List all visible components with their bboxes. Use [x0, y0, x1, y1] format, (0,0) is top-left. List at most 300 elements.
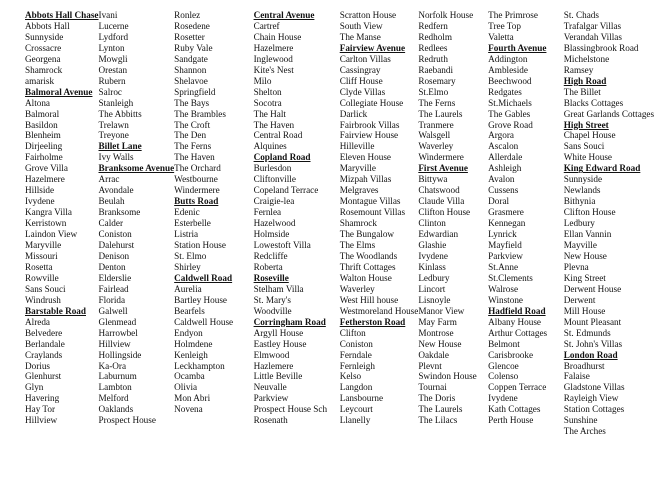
house-name: Woodville	[253, 305, 292, 316]
road-heading: First Avenue	[418, 163, 468, 174]
house-name: Grove Villa	[25, 163, 68, 174]
house-name: Doral	[488, 196, 510, 207]
house-name: Coniston	[339, 338, 373, 349]
house-name: Cartref	[253, 20, 280, 31]
house-name: Ronlez	[174, 10, 201, 20]
house-name: Novena	[174, 404, 203, 415]
house-name: Inglewood	[253, 53, 293, 64]
house-name: Thrift Cottages	[339, 261, 396, 272]
road-heading: Billet Lane	[98, 141, 142, 152]
house-name: Oakdale	[418, 349, 449, 360]
house-name: Walsgell	[418, 130, 451, 141]
house-name: Kath Cottages	[488, 404, 541, 415]
house-name: Grasmere	[488, 207, 524, 218]
house-name: Clinton	[418, 218, 446, 229]
house-name: Kenleigh	[174, 349, 208, 360]
house-name: New House	[563, 250, 607, 261]
house-name: Carlton Villas	[339, 53, 391, 64]
house-name: South View	[339, 20, 383, 31]
house-name: Hazelmere	[25, 174, 65, 185]
road-heading: Branksome Avenue	[98, 163, 175, 174]
house-name: Lynton	[98, 42, 125, 53]
house-name: Fairview House	[339, 130, 399, 141]
road-heading: High Road	[563, 75, 607, 86]
house-name: St. Elmo	[174, 250, 207, 261]
house-name: Scratton House	[339, 10, 397, 20]
house-name: Sandgate	[174, 53, 208, 64]
house-name: Plevna	[563, 261, 589, 272]
house-name: Chatswood	[418, 185, 460, 196]
house-name: Beechwood	[488, 75, 532, 86]
house-name: Lowestoft Villa	[253, 240, 311, 251]
house-name: Sans Souci	[25, 283, 66, 294]
house-name: Lincort	[418, 283, 446, 294]
house-name: The Ferns	[174, 141, 212, 152]
house-name: The Elms	[339, 240, 376, 251]
house-name: Laburnum	[98, 371, 137, 382]
house-name: Clifton	[339, 327, 366, 338]
house-name: Altona	[25, 97, 51, 108]
house-name: The Laurels	[418, 404, 463, 415]
house-name: Grove Road	[488, 119, 533, 130]
column-4	[254, 10, 340, 426]
column-5	[340, 10, 419, 426]
house-name: Belvedere	[25, 327, 63, 338]
house-name: Caldwell House	[174, 316, 234, 327]
house-name: The Abbitts	[98, 108, 142, 119]
house-name: Rayleigh View	[563, 393, 619, 404]
house-name: Dorius	[25, 360, 51, 371]
house-name: Balmoral	[25, 108, 60, 119]
house-name: Broadhurst	[563, 360, 605, 371]
house-name: Denton	[98, 261, 126, 272]
house-name: Socotra	[253, 97, 282, 108]
house-name: Sunnyside	[563, 174, 603, 185]
road-heading: Hadfield Road	[488, 305, 546, 316]
house-name: Kite's Nest	[253, 64, 294, 75]
house-name: Raebandi	[418, 64, 454, 75]
house-name: Chapel House	[563, 130, 616, 141]
house-name: Ivydene	[488, 393, 518, 404]
house-name: Sans Souci	[563, 141, 605, 152]
house-name: Great Garlands Cottages	[563, 108, 655, 119]
house-name: Glyn	[25, 382, 44, 393]
house-name: Mizpah Villas	[339, 174, 392, 185]
house-name: Verandah Villas	[563, 31, 622, 42]
house-name: Winstone	[488, 294, 523, 305]
house-name: Shannon	[174, 64, 207, 75]
house-name: Craigie-lea	[253, 196, 295, 207]
house-name: Waverley	[339, 283, 375, 294]
road-heading: Fairview Avenue	[339, 42, 406, 53]
road-heading: Corringham Road	[253, 316, 326, 327]
house-name: Westmoreland House	[339, 305, 419, 316]
house-name: Derwent House	[563, 283, 622, 294]
house-name: Walton House	[339, 272, 392, 283]
house-name: The Lilacs	[418, 415, 458, 426]
house-name: Fairholme	[25, 152, 63, 163]
column-7	[488, 10, 564, 426]
house-name: Mowgli	[98, 53, 128, 64]
house-name: King Street	[563, 272, 606, 283]
house-name: Derwent	[563, 294, 596, 305]
house-name: Leckhampton	[174, 360, 225, 371]
house-name: Ruby Vale	[174, 42, 213, 53]
house-name: Norfolk House	[418, 10, 474, 20]
house-name: Glencoe	[488, 360, 519, 371]
house-name: Rosedene	[174, 20, 210, 31]
house-name: Valetta	[488, 31, 514, 42]
house-name: Argyll House	[253, 327, 304, 338]
house-name: Dirjeeling	[25, 141, 63, 152]
house-name: Avalon	[488, 174, 515, 185]
house-name: The Halt	[253, 108, 286, 119]
house-name: The Gables	[488, 108, 531, 119]
house-name: Lisnoyle	[418, 294, 451, 305]
house-name: The Bays	[174, 97, 210, 108]
house-name: New House	[418, 338, 462, 349]
house-name: Holmdene	[174, 338, 213, 349]
house-name: Colenso	[488, 371, 519, 382]
house-name: Edwardian	[418, 229, 459, 240]
house-name: Blacks Cottages	[563, 97, 624, 108]
house-name: Newlands	[563, 185, 601, 196]
house-name: Clifton House	[418, 207, 471, 218]
house-name: Shamrock	[339, 218, 377, 229]
house-name: Bittywa	[418, 174, 448, 185]
house-name: Ascalon	[488, 141, 519, 152]
house-name: Cliftonville	[253, 174, 296, 185]
house-name: Falaise	[563, 371, 590, 382]
house-name: Bearfels	[174, 305, 205, 316]
road-heading: King Edward Road	[563, 163, 641, 174]
house-name: Mayfield	[488, 240, 522, 251]
road-heading: High Street	[563, 119, 609, 130]
column-1	[0, 10, 99, 426]
house-name: Manor View	[418, 305, 465, 316]
house-name: Hillview	[25, 415, 58, 426]
house-name: Fairbrook Villas	[339, 119, 400, 130]
house-name: Maryville	[25, 240, 62, 251]
house-name: Cussens	[488, 185, 519, 196]
house-name: Milo	[253, 75, 272, 86]
house-name: Salroc	[98, 86, 122, 97]
house-name: Carisbrooke	[488, 349, 534, 360]
house-name: The Laurels	[418, 108, 463, 119]
house-name: Alreda	[25, 316, 50, 327]
house-name: Esterbelle	[174, 218, 211, 229]
house-name: Holmside	[253, 229, 290, 240]
house-name: Walrose	[488, 283, 519, 294]
house-name: Glenhurst	[25, 371, 62, 382]
house-name: Mon Abri	[174, 393, 211, 404]
house-name: The Haven	[174, 152, 215, 163]
house-name: Tranmere	[418, 119, 454, 130]
house-name: Ivani	[98, 10, 118, 20]
house-name: Avondale	[98, 185, 134, 196]
house-name: Ivydene	[418, 250, 448, 261]
house-name: Hillside	[25, 185, 55, 196]
house-name: Michelstone	[563, 53, 610, 64]
house-name: Glashie	[418, 240, 447, 251]
house-name: Havering	[25, 393, 60, 404]
column-2	[99, 10, 175, 426]
house-name: Harrowbel	[98, 327, 138, 338]
house-name: Collegiate House	[339, 97, 404, 108]
house-name: Sunshine	[563, 415, 598, 426]
house-name: Rosetter	[174, 31, 205, 42]
house-name: Kelso	[339, 371, 362, 382]
house-name: Ambleside	[488, 64, 528, 75]
house-name: Parkview	[488, 250, 523, 261]
house-name: The Orchard	[174, 163, 221, 174]
house-name: Ka-Ora	[98, 360, 127, 371]
column-6	[418, 10, 488, 426]
house-name: The Primrose	[488, 10, 538, 20]
house-name: Parkview	[253, 393, 289, 404]
house-name: Laindon View	[25, 229, 78, 240]
house-name: Ledbury	[418, 272, 450, 283]
house-name: Lydford	[98, 31, 129, 42]
house-name: Redfern	[418, 20, 448, 31]
house-name: Redlees	[418, 42, 448, 53]
house-name: Shamrock	[25, 64, 63, 75]
house-name: The Haven	[253, 119, 295, 130]
house-name: Bartley House	[174, 294, 227, 305]
house-name: Copeland Terrace	[253, 185, 319, 196]
house-name: Prospect House Sch	[253, 404, 328, 415]
house-name: Perth House	[488, 415, 534, 426]
house-name: Lynrick	[488, 229, 517, 240]
house-name: Coniston	[98, 229, 132, 240]
house-name: Rowville	[25, 272, 59, 283]
house-name: Florida	[98, 294, 126, 305]
house-name: West Hill house	[339, 294, 399, 305]
house-name: Shelavoe	[174, 75, 208, 86]
house-name: Ellan Vannin	[563, 229, 612, 240]
house-name: Oaklands	[98, 404, 134, 415]
house-name: The Croft	[174, 119, 211, 130]
road-heading: London Road	[563, 349, 618, 360]
house-name: Kennegan	[488, 218, 526, 229]
house-name: Stanleigh	[98, 97, 134, 108]
house-name: Leycourt	[339, 404, 373, 415]
house-name: Montrose	[418, 327, 454, 338]
road-heading: Abbots Hall Chase	[25, 10, 99, 20]
house-name: Cassingray	[339, 64, 381, 75]
house-name: Calder	[98, 218, 124, 229]
house-name: The Bungalow	[339, 229, 395, 240]
house-name: Cliff House	[339, 75, 383, 86]
house-name: Mount Pleasant	[563, 316, 622, 327]
road-heading: Caldwell Road	[174, 272, 233, 283]
house-name: Orestan	[98, 64, 128, 75]
road-heading: Central Avenue	[253, 10, 315, 20]
column-3	[174, 10, 253, 415]
house-name: Springfield	[174, 86, 216, 97]
house-name: St.Elmo	[418, 86, 449, 97]
house-name: Shelton	[253, 86, 282, 97]
road-heading: Copland Road	[253, 152, 311, 163]
house-name: Kinlass	[418, 261, 446, 272]
house-name: Chain House	[253, 31, 302, 42]
house-name: Denison	[98, 250, 130, 261]
house-name: The Doris	[418, 393, 456, 404]
house-name: Craylands	[25, 349, 63, 360]
house-name: Fernlea	[253, 207, 282, 218]
house-name: Melford	[98, 393, 129, 404]
house-name: Abbots Hall	[25, 20, 70, 31]
house-name: Windrush	[25, 294, 61, 305]
house-name: Hillview	[98, 338, 131, 349]
house-name: Little Beville	[253, 371, 303, 382]
house-name: Mayville	[563, 240, 597, 251]
column-8	[564, 10, 669, 437]
house-name: Waverley	[418, 141, 454, 152]
house-name: Rubern	[98, 75, 126, 86]
house-name: Arthur Cottages	[488, 327, 548, 338]
house-name: Central Road	[253, 130, 303, 141]
house-name: Lansbourne	[339, 393, 384, 404]
house-name: Prospect House	[98, 415, 156, 426]
house-name: Crossacre	[25, 42, 62, 53]
road-heading: Balmoral Avenue	[25, 86, 93, 97]
house-name: Darlick	[339, 108, 368, 119]
house-name: Sunnyside	[25, 31, 64, 42]
house-name: Fernleigh	[339, 360, 375, 371]
house-name: Elderslie	[98, 272, 132, 283]
house-name: Hollingside	[98, 349, 142, 360]
house-name: Redruth	[418, 53, 448, 64]
house-name: Clifton House	[563, 207, 616, 218]
house-name: Burlesdon	[253, 163, 292, 174]
house-name: Ivydene	[25, 196, 55, 207]
house-name: Fairlead	[98, 283, 129, 294]
house-name: Bithynia	[563, 196, 596, 207]
house-name: The Billet	[563, 86, 601, 97]
house-name: Plevnt	[418, 360, 442, 371]
house-name: Lambton	[98, 382, 132, 393]
house-name: Stelham Villa	[253, 283, 304, 294]
house-name: Addington	[488, 53, 528, 64]
house-name: Station Cottages	[563, 404, 625, 415]
house-name: May Farm	[418, 316, 457, 327]
house-name: Station House	[174, 240, 226, 251]
house-name: St. Edmunds	[563, 327, 611, 338]
house-name: Albany House	[488, 316, 541, 327]
house-name: Argora	[488, 130, 515, 141]
house-name: Ferndale	[339, 349, 372, 360]
house-name: Neuvalle	[253, 382, 287, 393]
house-name: Swindon House	[418, 371, 477, 382]
house-name: Trafalgar Villas	[563, 20, 622, 31]
house-name: Eleven House	[339, 152, 391, 163]
house-name: Langdon	[339, 382, 373, 393]
house-name: Olivia	[174, 382, 198, 393]
house-name: Endyon	[174, 327, 203, 338]
house-name: St. Mary's	[253, 294, 291, 305]
house-name: Arrac	[98, 174, 120, 185]
house-name: The Brambles	[174, 108, 226, 119]
house-name: Trelawn	[98, 119, 129, 130]
house-name: Aurelia	[174, 283, 202, 294]
house-name: Claude Villa	[418, 196, 465, 207]
house-name: Windermere	[174, 185, 220, 196]
house-name: Roberta	[253, 261, 283, 272]
house-name: Mill House	[563, 305, 606, 316]
house-name: Clyde Villas	[339, 86, 386, 97]
house-name: Branksome	[98, 207, 141, 218]
house-name: St. Chads	[563, 10, 599, 20]
house-name: Tournai	[418, 382, 447, 393]
house-name: Coppen Terrace	[488, 382, 547, 393]
house-name: Tree Top	[488, 20, 521, 31]
house-name: Redholm	[418, 31, 452, 42]
house-name: Rosetta	[25, 261, 53, 272]
house-name: Glenmead	[98, 316, 137, 327]
house-name: The Woodlands	[339, 250, 398, 261]
house-name: St. John's Villas	[563, 338, 623, 349]
house-name: Hazelwood	[253, 218, 296, 229]
house-name: Hazlemere	[253, 360, 294, 371]
house-name: Lucerne	[98, 20, 129, 31]
house-name: Montague Villas	[339, 196, 401, 207]
house-name: Listria	[174, 229, 199, 240]
house-name: Treyone	[98, 130, 129, 141]
house-name: Belmont	[488, 338, 520, 349]
house-name: Allerdale	[488, 152, 523, 163]
house-name: Redcliffe	[253, 250, 288, 261]
house-name: Ramsey	[563, 64, 594, 75]
house-name: White House	[563, 152, 612, 163]
house-name: Edenic	[174, 207, 200, 218]
house-name: Beulah	[98, 196, 125, 207]
house-name: Ashleigh	[488, 163, 522, 174]
house-name: Alquines	[253, 141, 287, 152]
house-name: Windermere	[418, 152, 464, 163]
house-name: Ocamba	[174, 371, 205, 382]
house-name: The Ferns	[418, 97, 456, 108]
house-name: Ivy Walls	[98, 152, 134, 163]
house-name: Georgena	[25, 53, 61, 64]
house-name: Kerristown	[25, 218, 67, 229]
house-name: Maryville	[339, 163, 376, 174]
house-name: Redgates	[488, 86, 522, 97]
house-name: Blenheim	[25, 130, 61, 141]
road-heading: Fetherston Road	[339, 316, 406, 327]
house-name: Melgraves	[339, 185, 379, 196]
house-name: St.Anne	[488, 261, 519, 272]
road-heading: Barstable Road	[25, 305, 86, 316]
house-name: Hazelmere	[253, 42, 294, 53]
house-name: Elmwood	[253, 349, 290, 360]
house-name: St.Michaels	[488, 97, 532, 108]
house-name: The Den	[174, 130, 207, 141]
house-name: Basildon	[25, 119, 58, 130]
house-name: The Manse	[339, 31, 381, 42]
house-name: Rosenath	[253, 415, 288, 426]
house-name: The Arches	[563, 426, 606, 437]
house-name: Rosemount Villas	[339, 207, 406, 218]
house-name: Gladstone Villas	[563, 382, 625, 393]
house-name: Berlandale	[25, 338, 65, 349]
house-name: Hilleville	[339, 141, 375, 152]
house-name: Galwell	[98, 305, 128, 316]
house-name: Westbourne	[174, 174, 218, 185]
house-name: Ledbury	[563, 218, 595, 229]
road-heading: Roseville	[253, 272, 289, 283]
house-name: Llanelly	[339, 415, 371, 426]
